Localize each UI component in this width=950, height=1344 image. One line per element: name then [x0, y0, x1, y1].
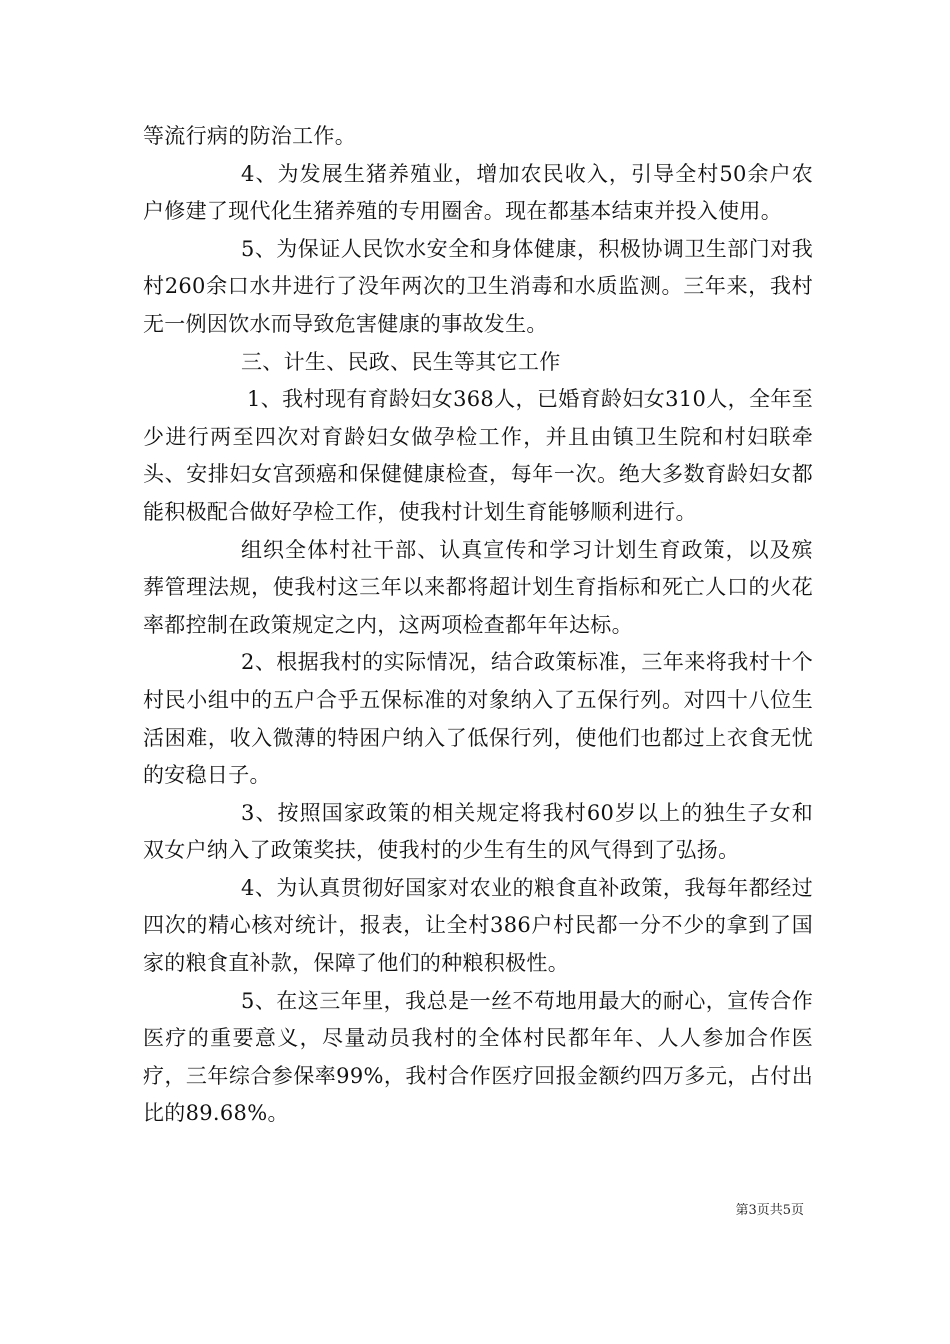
paragraph-item-1-women-health: 1、我村现有育龄妇女368人，已婚育龄妇女310人，全年至少进行两至四次对育龄妇女做孕检工作，并且由镇卫生院和村妇联牵头、安排妇女宫颈癌和保健健康检查，每年一次。绝大多数育龄妇女都能积极配合做好孕检工作，使我村计划生育能够顺利进行。 — [143, 387, 813, 524]
paragraph-item-5-medical-cooperation: 5、在这三年里，我总是一丝不苟地用最大的耐心，宣传合作医疗的重要意义，尽量动员我村的全体村民都年年、人人参加合作医疗，三年综合参保率99%，我村合作医疗回报金额约四万多元，占付出比的89.68%。 — [143, 988, 813, 1126]
paragraph-item-3-reward: 3、按照国家政策的相关规定将我村60岁以上的独生子女和双女户纳入了政策奖扶，使我村的少生有生的风气得到了弘扬。 — [143, 800, 813, 863]
paragraph-item-4-pig-farming: 4、为发展生猪养殖业，增加农民收入，引导全村50余户农户修建了现代化生猪养殖的专用圈舍。现在都基本结束并投入使用。 — [143, 161, 813, 224]
paragraph-item-4-grain-subsidy: 4、为认真贯彻好国家对农业的粮食直补政策，我每年都经过四次的精心核对统计，报表，让全村386户村民都一分不少的拿到了国家的粮食直补款，保障了他们的种粮积极性。 — [143, 875, 813, 976]
section-heading-three: 三、计生、民政、民生等其它工作 — [241, 349, 561, 374]
page-number: 第3页共5页 — [735, 1203, 804, 1218]
document-body — [143, 118, 813, 1133]
paragraph-family-planning-policy: 组织全体村社干部、认真宣传和学习计划生育政策，以及殡葬管理法规，使我村这三年以来都将超计划生育指标和死亡人口的火花率都控制在政策规定之内，这两项检查都年年达标。 — [143, 537, 813, 637]
paragraph-item-5-water-safety: 5、为保证人民饮水安全和身体健康，积极协调卫生部门对我村260余口水井进行了没年两次的卫生消毒和水质监测。三年来，我村无一例因饮水而导致危害健康的事故发生。 — [143, 236, 813, 336]
paragraph-item-2-welfare: 2、根据我村的实际情况，结合政策标准，三年来将我村十个村民小组中的五户合乎五保标准的对象纳入了五保行列。对四十八位生活困难，收入微薄的特困户纳入了低保行列，使他们也都过上衣食无忧的安稳日子。 — [143, 650, 813, 788]
paragraph-continuation: 等流行病的防治工作。 — [143, 124, 356, 148]
